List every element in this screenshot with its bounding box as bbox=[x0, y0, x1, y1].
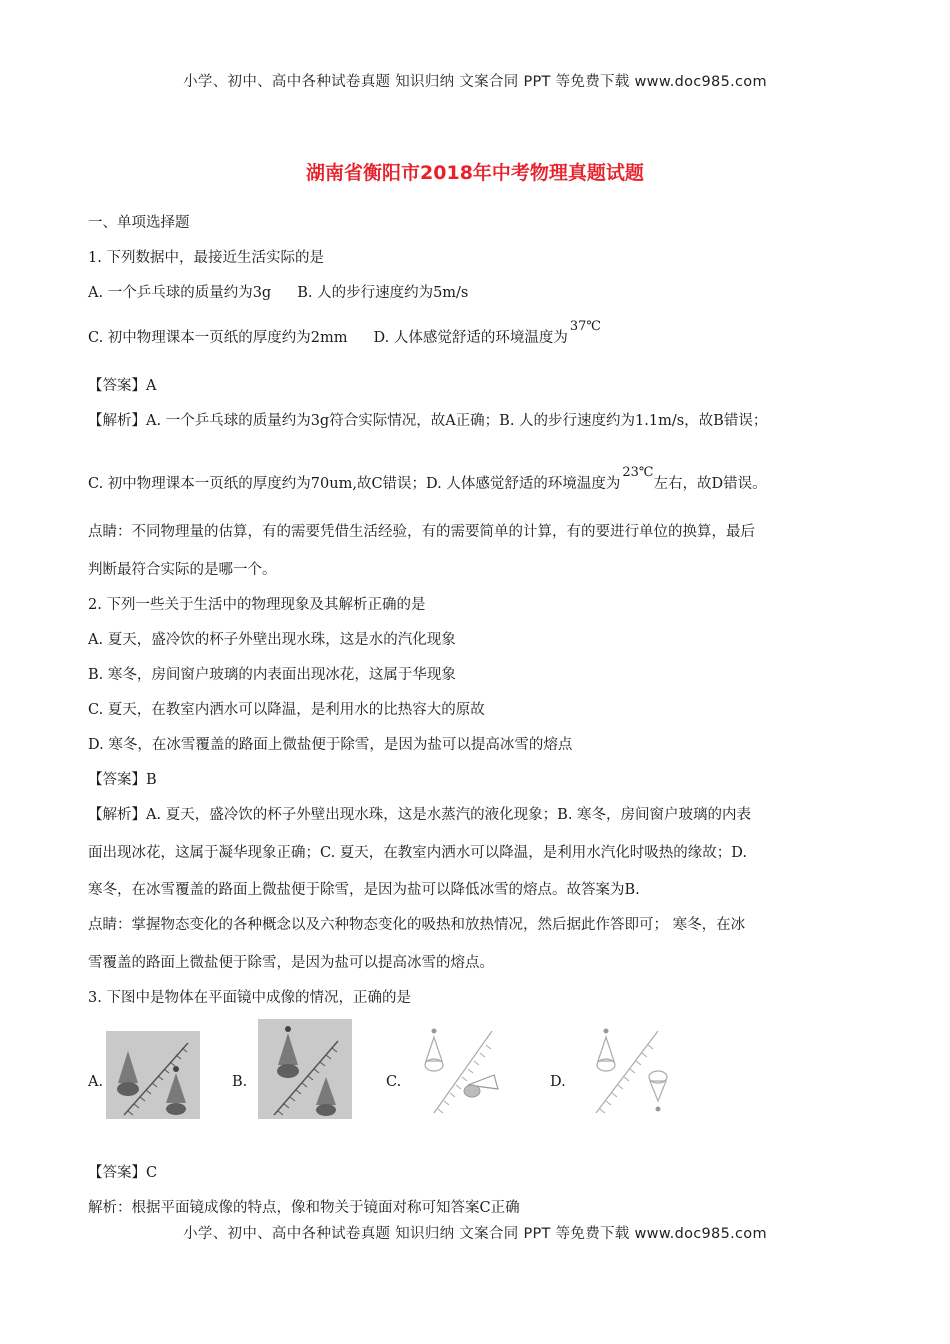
q2-tip-line2: 雪覆盖的路面上微盐便于除雪，是因为盐可以提高冰雪的熔点。 bbox=[88, 955, 494, 971]
q2-analysis-line1: 【解析】A. 夏天，盛冷饮的杯子外壁出现水珠，这是水蒸汽的液化现象；B. 寒冬，房间窗户玻璃的内表 bbox=[88, 807, 752, 823]
q1-options-cd bbox=[88, 319, 601, 349]
q3-figure-a bbox=[106, 1031, 200, 1119]
q1-option-b: B. 人的步行速度约为5m/s bbox=[297, 285, 469, 301]
q2-analysis-line3: 寒冬，在冰雪覆盖的路面上微盐便于除雪，是因为盐可以降低冰雪的熔点。故答案为B. bbox=[88, 882, 640, 898]
q2-option-b: B. 寒冬，房间窗户玻璃的内表面出现冰花，这属于华现象 bbox=[88, 667, 456, 683]
q1-tip-line1: 点睛：不同物理量的估算，有的需要凭借生活经验，有的需要简单的计算，有的要进行单位的换算，最后 bbox=[88, 524, 755, 540]
page-header: 小学、初中、高中各种试卷真题 知识归纳 文案合同 PPT 等免费下载 www.doc985.com bbox=[183, 74, 767, 90]
q1-stem: 1. 下列数据中，最接近生活实际的是 bbox=[88, 250, 324, 266]
q1-option-c: C. 初中物理课本一页纸的厚度约为2mm bbox=[88, 330, 348, 346]
q1-tip-line2: 判断最符合实际的是哪一个。 bbox=[88, 562, 277, 578]
q3-option-d-label: D. bbox=[550, 1074, 566, 1090]
q1-answer: 【答案】A bbox=[88, 378, 157, 394]
q1-analysis-end: 左右，故D错误。 bbox=[653, 476, 767, 492]
q3-option-a-label: A. bbox=[88, 1074, 104, 1090]
q2-option-d: D. 寒冬，在冰雪覆盖的路面上微盐便于除雪，是因为盐可以提高冰雪的熔点 bbox=[88, 737, 573, 753]
q3-figure-d bbox=[576, 1025, 684, 1117]
q3-figure-c bbox=[406, 1025, 514, 1117]
q1-option-d: D. 人体感觉舒适的环境温度为 bbox=[373, 330, 568, 346]
page-footer: 小学、初中、高中各种试卷真题 知识归纳 文案合同 PPT 等免费下载 www.doc985.com bbox=[183, 1226, 767, 1242]
q3-stem: 3. 下图中是物体在平面镜中成像的情况，正确的是 bbox=[88, 990, 411, 1006]
q1-analysis-line1: 【解析】A. 一个乒乓球的质量约为3g符合实际情况，故A正确；B. 人的步行速度约为1.1m/s，故B错误； bbox=[88, 413, 768, 429]
q3-option-c-label: C. bbox=[386, 1074, 402, 1090]
q1-option-d-temp: 37℃ bbox=[569, 319, 601, 334]
q1-options-ab bbox=[88, 283, 468, 303]
page-title: 湖南省衡阳市2018年中考物理真题试题 bbox=[306, 162, 644, 184]
q2-option-a: A. 夏天，盛冷饮的杯子外壁出现水珠，这是水的汽化现象 bbox=[88, 632, 456, 648]
section-heading: 一、单项选择题 bbox=[88, 215, 190, 231]
q3-figure-b bbox=[258, 1019, 352, 1119]
q2-analysis-line2: 面出现冰花，这属于凝华现象正确；C. 夏天，在教室内洒水可以降温，是利用水汽化时吸热的缘故；D. bbox=[88, 845, 748, 861]
q2-option-c: C. 夏天，在教室内洒水可以降温，是利用水的比热容大的原故 bbox=[88, 702, 485, 718]
q2-stem: 2. 下列一些关于生活中的物理现象及其解析正确的是 bbox=[88, 597, 426, 613]
q3-option-b-label: B. bbox=[232, 1074, 248, 1090]
q3-analysis: 解析：根据平面镜成像的特点，像和物关于镜面对称可知答案C正确 bbox=[88, 1200, 520, 1216]
q1-analysis-text: C. 初中物理课本一页纸的厚度约为70um,故C错误；D. 人体感觉舒适的环境温度为 bbox=[88, 476, 621, 492]
q1-analysis-temp: 23℃ bbox=[622, 465, 654, 480]
q1-analysis-line2 bbox=[88, 465, 767, 495]
q2-tip-line1: 点睛：掌握物态变化的各种概念以及六种物态变化的吸热和放热情况，然后据此作答即可； 寒冬，在冰 bbox=[88, 917, 746, 933]
q1-option-a: A. 一个乒乓球的质量约为3g bbox=[88, 285, 272, 301]
q3-answer: 【答案】C bbox=[88, 1165, 158, 1181]
q2-answer: 【答案】B bbox=[88, 772, 157, 788]
